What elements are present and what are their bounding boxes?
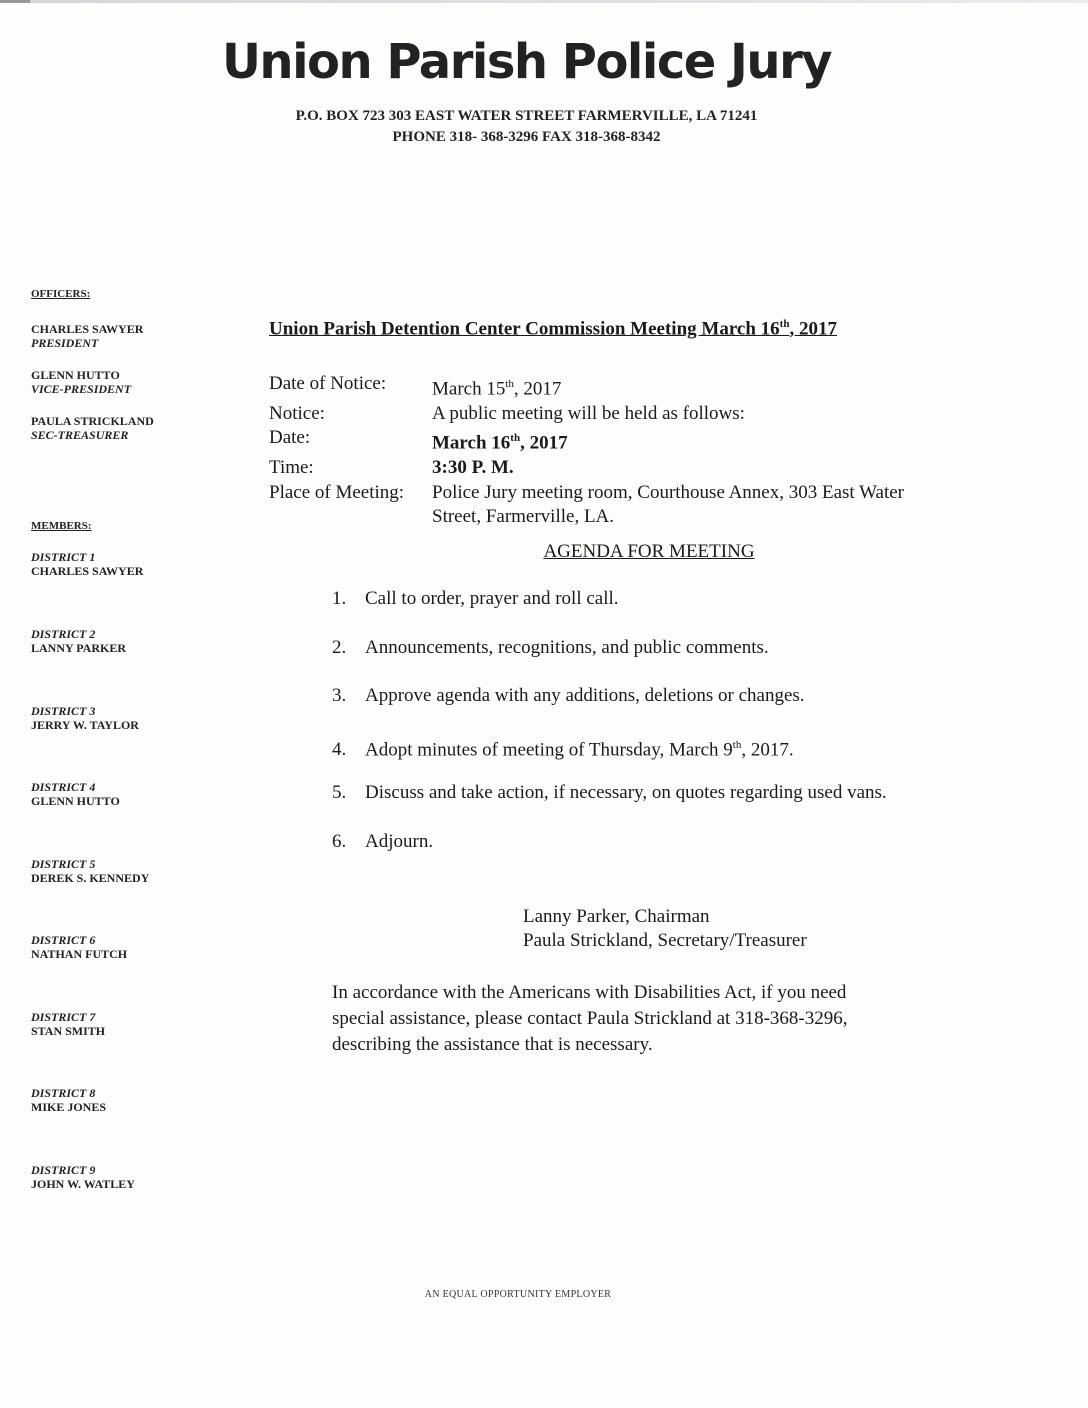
organization-name: Union Parish Police Jury (221, 34, 832, 90)
member-name: NATHAN FUTCH (31, 947, 128, 961)
officer-entry (31, 322, 143, 350)
agenda-item: 6. Adjourn. (332, 830, 434, 852)
chairman-signer: Lanny Parker, Chairman (523, 906, 710, 927)
equal-opportunity-footer: AN EQUAL OPPORTUNITY EMPLOYER (424, 1289, 612, 1300)
signature-block (523, 905, 807, 953)
officer-name: PAULA STRICKLAND (31, 414, 154, 428)
member-name: STAN SMITH (31, 1024, 106, 1038)
member-entry (31, 857, 149, 885)
agenda-item: 2. Announcements, recognitions, and public comments. (332, 636, 769, 658)
notice-row: Notice: A public meeting will be held as follows: (269, 402, 745, 424)
member-district: DISTRICT 6 (31, 933, 96, 947)
agenda-item: 1. Call to order, prayer and roll call. (332, 588, 619, 609)
officer-role: VICE-PRESIDENT (31, 382, 132, 396)
member-district: DISTRICT 9 (31, 1163, 96, 1177)
officer-role: SEC-TREASURER (31, 428, 129, 442)
member-entry (31, 704, 139, 732)
date-of-notice-row: Date of Notice: March 15th, 2017 (269, 373, 562, 400)
member-entry (31, 780, 120, 808)
member-entry (31, 1163, 135, 1191)
officer-role: PRESIDENT (31, 336, 99, 350)
officer-entry (31, 368, 131, 396)
member-district: DISTRICT 5 (31, 857, 96, 871)
member-name: CHARLES SAWYER (31, 564, 144, 578)
letterhead (0, 34, 1053, 148)
agenda-list (332, 587, 887, 878)
ada-statement: In accordance with the Americans with Disabilities Act, if you need special assistance, please contact Paula Strickland at 318-368-3296, describing the assistance that is necessary. (332, 982, 848, 1055)
place-row: Place of Meeting: Police Jury meeting room, Courthouse Annex, 303 East Water Street, Farmerville, LA. (269, 481, 904, 528)
scan-edge (0, 0, 1088, 3)
member-name: JERRY W. TAYLOR (31, 718, 139, 732)
member-district: DISTRICT 4 (31, 780, 96, 794)
member-district: DISTRICT 8 (31, 1086, 96, 1100)
phone-line: PHONE 318- 368-3296 FAX 318-368-8342 (392, 128, 661, 145)
agenda-title: AGENDA FOR MEETING (543, 541, 755, 562)
secretary-signer: Paula Strickland, Secretary/Treasurer (523, 930, 807, 951)
member-district: DISTRICT 7 (31, 1010, 96, 1024)
officers-heading: OFFICERS: (31, 288, 91, 300)
officer-name: GLENN HUTTO (31, 368, 120, 382)
member-name: DEREK S. KENNEDY (31, 871, 150, 885)
date-row: Date: March 16th, 2017 (269, 427, 568, 454)
officer-entry (31, 414, 154, 442)
member-name: LANNY PARKER (31, 641, 126, 655)
member-name: GLENN HUTTO (31, 794, 120, 808)
agenda-item: 4. Adopt minutes of meeting of Thursday, March 9th, 2017. (332, 738, 794, 760)
meeting-title: Union Parish Detention Center Commission Meeting March 16th, 2017 (269, 318, 837, 340)
member-entry (31, 1010, 105, 1038)
member-entry (31, 1086, 106, 1114)
member-name: MIKE JONES (31, 1100, 107, 1114)
member-entry (31, 933, 127, 961)
officer-name: CHARLES SAWYER (31, 322, 144, 336)
address-line: P.O. BOX 723 303 EAST WATER STREET FARMERVILLE, LA 71241 (295, 107, 758, 124)
member-entry (31, 550, 143, 578)
member-name: JOHN W. WATLEY (31, 1177, 135, 1191)
member-district: DISTRICT 1 (31, 550, 96, 564)
members-heading: MEMBERS: (31, 520, 92, 532)
member-entry (31, 627, 126, 655)
notice-details (269, 372, 989, 530)
agenda-item: 3. Approve agenda with any additions, deletions or changes. (332, 685, 805, 706)
time-row: Time: 3:30 P. M. (269, 457, 514, 479)
agenda-item: 5. Discuss and take action, if necessary, on quotes regarding used vans. (332, 782, 887, 803)
member-district: DISTRICT 3 (31, 704, 96, 718)
contact-block (0, 106, 1053, 148)
member-district: DISTRICT 2 (31, 627, 96, 641)
notice-body (269, 318, 989, 1055)
